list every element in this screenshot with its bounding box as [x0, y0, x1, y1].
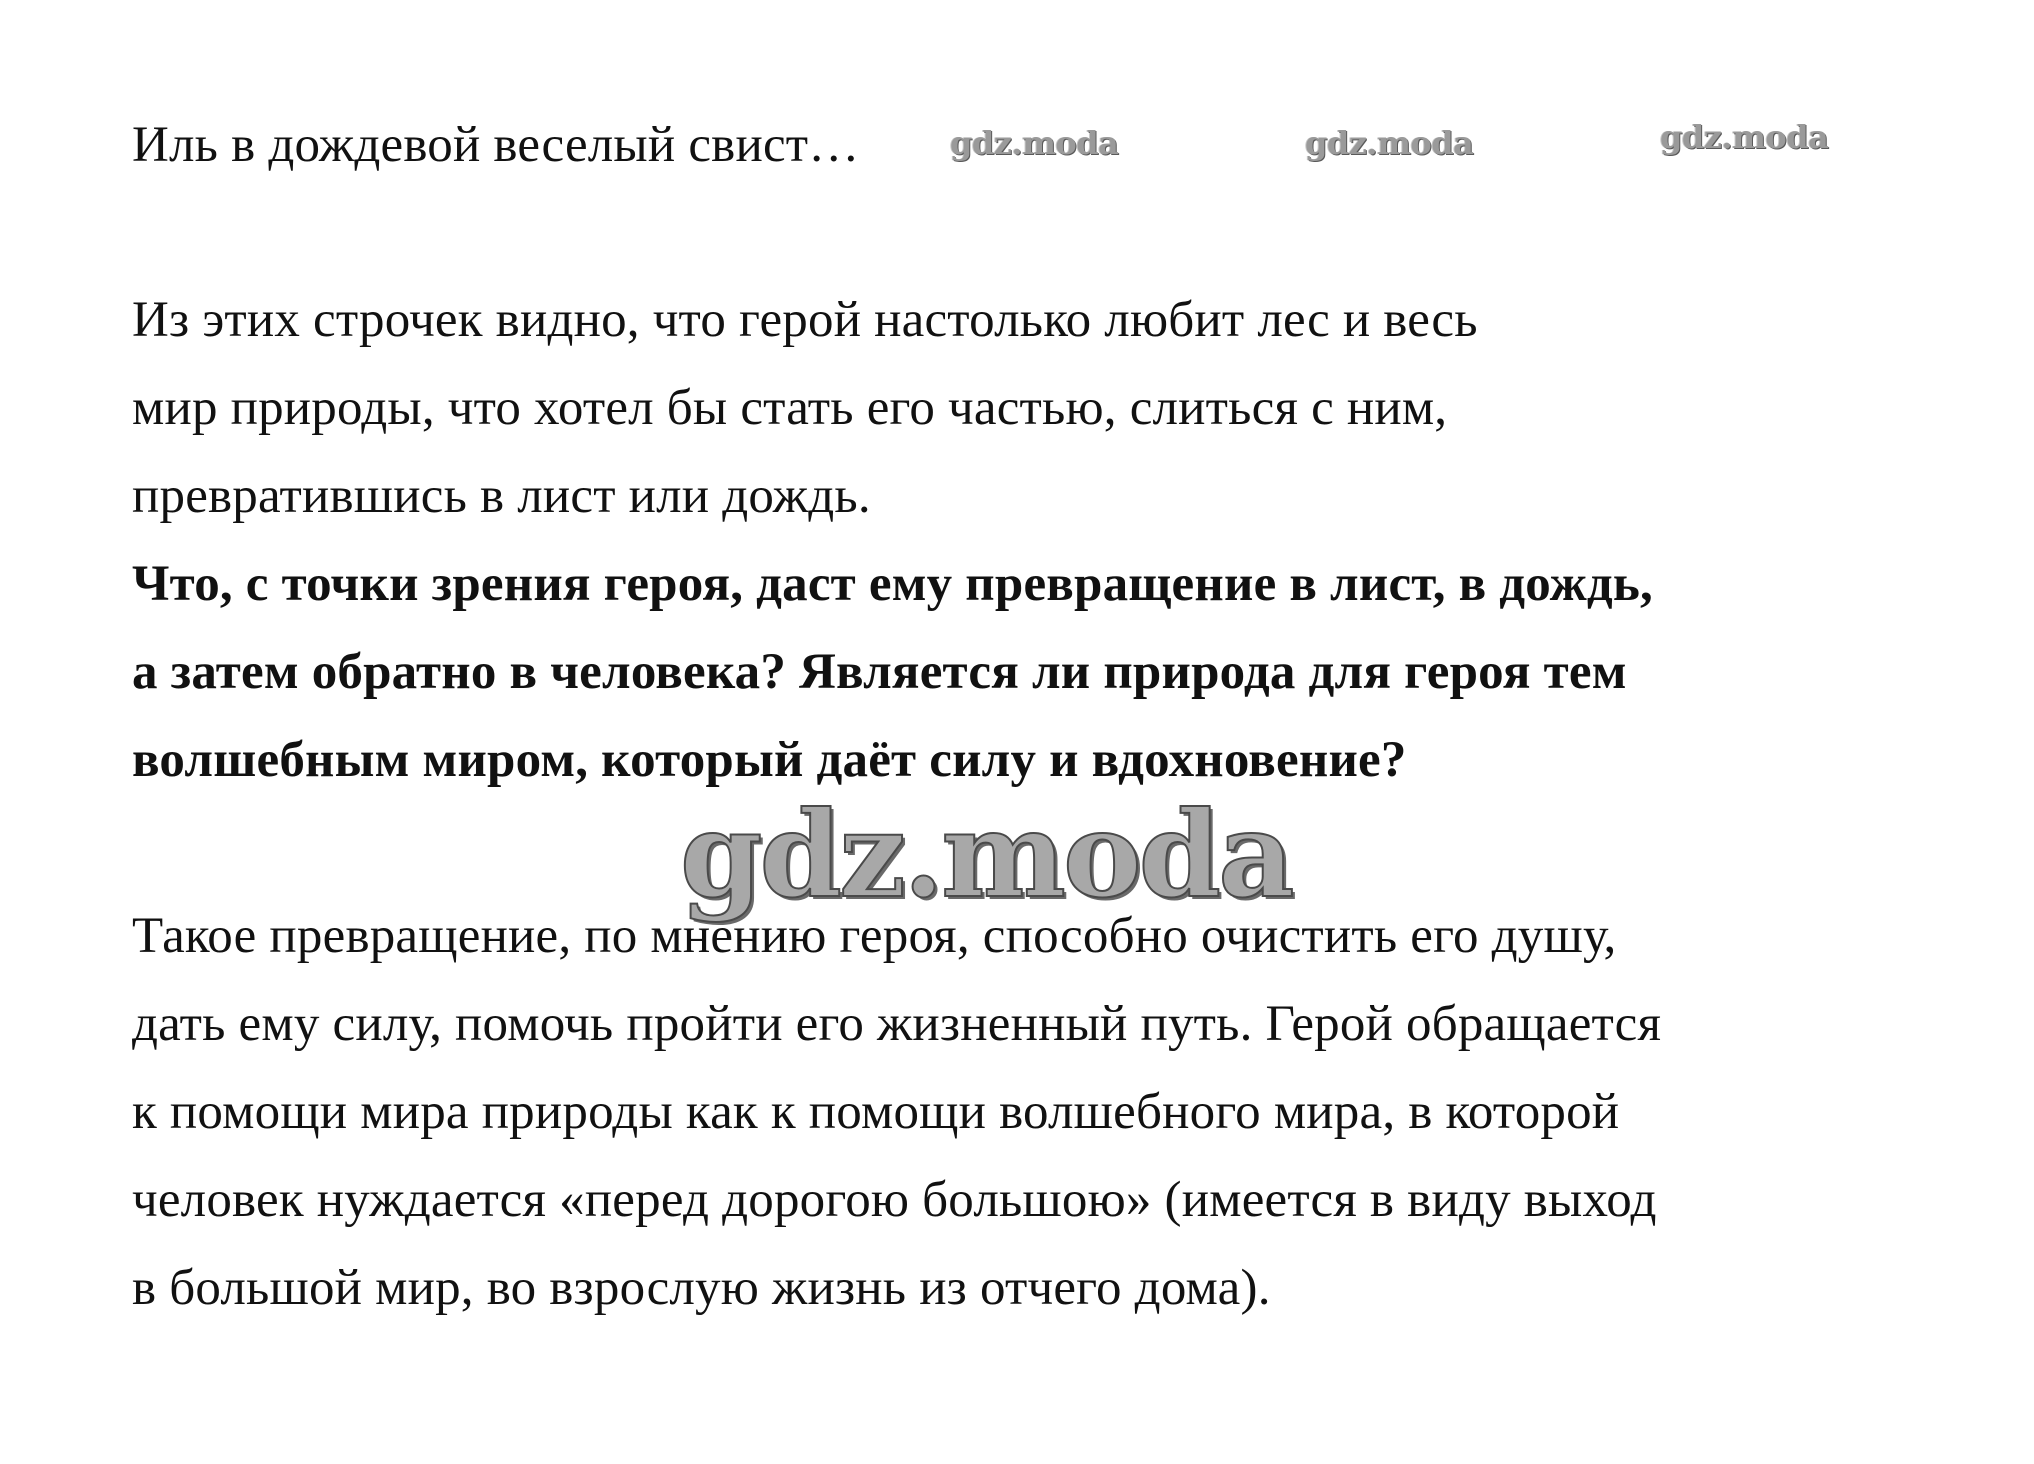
answer-line: человек нуждается «перед дорогою большою» (имеется в виду выход	[132, 1172, 1657, 1228]
watermark-small-3: gdz.moda	[1660, 118, 1829, 156]
answer-line: Такое превращение, по мнению героя, способно очистить его душу,	[132, 908, 1617, 964]
quote-line: Иль в дождевой веселый свист…	[132, 117, 860, 173]
answer-line: в большой мир, во взрослую жизнь из отчего дома).	[132, 1260, 1271, 1316]
question-line: волшебным миром, который даёт силу и вдохновение?	[132, 732, 1407, 788]
question-line: Что, с точки зрения героя, даст ему превращение в лист, в дождь,	[132, 556, 1654, 612]
answer-line: к помощи мира природы как к помощи волшебного мира, в которой	[132, 1084, 1620, 1140]
question-line: а затем обратно в человека? Является ли природа для героя тем	[132, 644, 1627, 700]
answer-line: дать ему силу, помочь пройти его жизненный путь. Герой обращается	[132, 996, 1662, 1052]
paragraph-line: Из этих строчек видно, что герой настолько любит лес и весь	[132, 292, 1478, 348]
paragraph-line: мир природы, что хотел бы стать его частью, слиться с ним,	[132, 380, 1448, 436]
watermark-small-1: gdz.moda	[950, 124, 1119, 162]
watermark-small-2: gdz.moda	[1305, 124, 1474, 162]
watermark-large: gdz.moda	[680, 785, 1292, 924]
paragraph-line: превратившись в лист или дождь.	[132, 468, 871, 524]
